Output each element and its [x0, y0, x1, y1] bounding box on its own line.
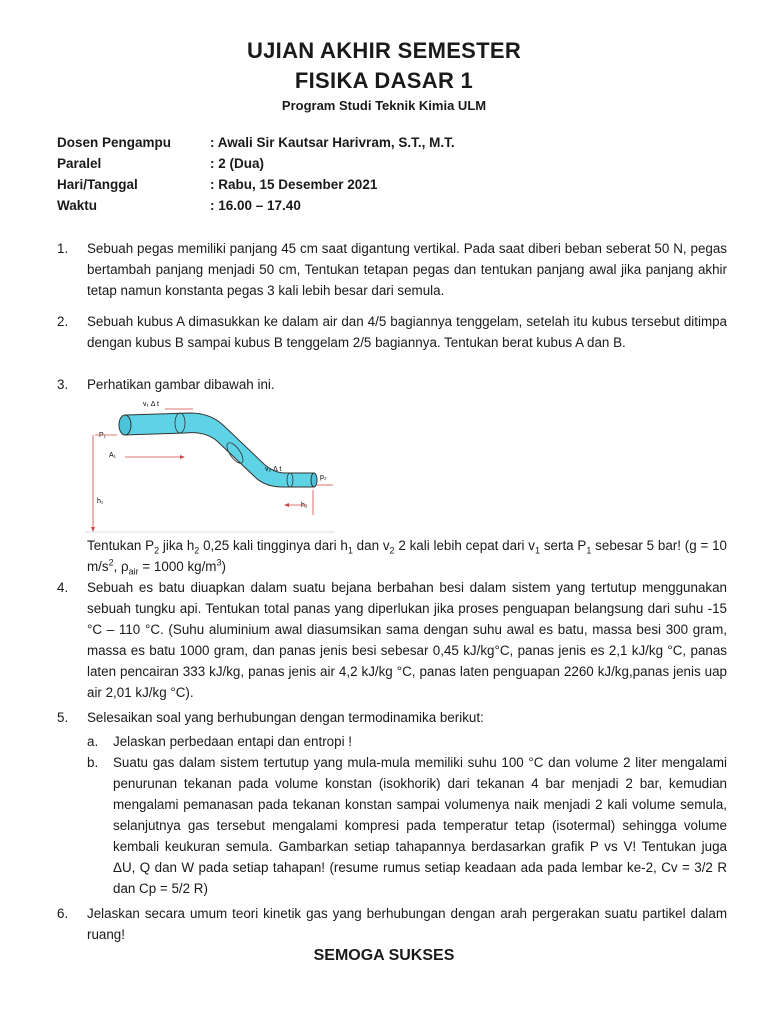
pipe-outlet	[311, 473, 317, 487]
question-5-text: Selesaikan soal yang berhubungan dengan termodinamika berikut:	[87, 710, 484, 725]
label-v1: v₁ Δ t	[143, 401, 159, 408]
label-p2: p₂	[320, 474, 327, 481]
closing-message: SEMOGA SUKSES	[313, 947, 455, 964]
info-row-lecturer	[57, 135, 455, 156]
text-segment: sebesar 5 bar! (g = 10 m/s	[87, 538, 728, 574]
subquestion-number: a.	[87, 734, 99, 749]
exam-info	[57, 135, 455, 219]
pipe-flow-figure	[85, 395, 345, 535]
info-key: Hari/Tanggal	[57, 177, 138, 192]
question-3-task	[87, 535, 727, 577]
label-p1: P₁	[99, 432, 107, 439]
a1-arrow-head	[180, 455, 185, 459]
question-6-text: Jelaskan secara umum teori kinetik gas yang berhubungan dengan arah pergerakan suatu partikel dalam ruang!	[87, 906, 727, 942]
question-number: 2.	[57, 314, 69, 329]
subscript: 1	[347, 545, 353, 556]
info-value: : Awali Sir Kautsar Harivram, S.T., M.T.	[210, 135, 455, 150]
info-row-date	[57, 177, 455, 198]
text-segment: 0,25 kali tingginya dari h	[199, 538, 348, 553]
question-4-text: Sebuah es batu diuapkan dalam suatu bejana berbahan besi dalam sistem yang tertutup menggunakan sebuah tungku api. Tentukan total panas yang diperlukan jika proses penguapan belangsung dari suhu -15 °C – 110 °C. (Suhu aluminium awal diasumsikan sama dengan suhu awal es batu, massa besi 300 gram, massa es batu 1000 gram, dan panas jenis besi sebesar 0,45 kJ/kg°C, panas jenis es 2,1 kJ/kg °C, panas laten pencairan 333 kJ/kg, panas jenis air 4,2 kJ/kg °C, panas laten penguapan 2260 kJ/kg,panas jenis uap air 2,01 kJ/kg °C).	[87, 580, 727, 700]
question-5a-text: Jelaskan perbedaan entapi dan entropi !	[113, 734, 352, 749]
subscript: 2	[194, 545, 200, 556]
info-value: : 2 (Dua)	[210, 156, 264, 171]
subscript: 2	[389, 545, 395, 556]
text-segment: serta P	[540, 538, 587, 553]
text-segment: 2 kali lebih cepat dari v	[394, 538, 536, 553]
text-segment: , ρ	[113, 559, 129, 574]
text-segment: Tentukan P	[87, 538, 155, 553]
h1-arrow-head	[91, 527, 95, 532]
question-number: 3.	[57, 377, 69, 392]
info-key: Waktu	[57, 198, 97, 213]
subscript: 1	[535, 545, 541, 556]
info-row-parallel	[57, 156, 455, 177]
program-name: Program Studi Teknik Kimia ULM	[281, 98, 487, 113]
subscript: air	[128, 566, 139, 577]
question-3-text: Perhatikan gambar dibawah ini.	[87, 377, 275, 392]
v2-arrow-head	[284, 503, 289, 507]
text-segment: = 1000 kg/m	[138, 559, 217, 574]
superscript: 2	[108, 557, 114, 568]
text-segment: jika h	[159, 538, 195, 553]
superscript: 3	[216, 557, 222, 568]
label-a1: A₁	[109, 452, 117, 459]
subquestion-number: b.	[87, 755, 99, 770]
question-2-text: Sebuah kubus A dimasukkan ke dalam air dan 4/5 bagiannya tenggelam, setelah itu kubus tersebut ditimpa dengan kubus B sampai kubus B tenggelam 2/5 bagiannya. Tentukan berat kubus A dan B.	[87, 314, 727, 350]
info-key: Dosen Pengampu	[57, 135, 172, 150]
pipe-body	[125, 413, 313, 487]
question-number: 4.	[57, 580, 69, 595]
pipe-inlet	[119, 415, 131, 435]
exam-title: UJIAN AKHIR SEMESTER	[246, 38, 522, 63]
label-v2: v₂ Δ t	[265, 466, 282, 473]
text-segment: dan v	[352, 538, 390, 553]
course-title: FISIKA DASAR 1	[294, 68, 474, 93]
info-key: Paralel	[57, 156, 102, 171]
label-h2: h₂	[301, 502, 308, 509]
question-number: 1.	[57, 241, 69, 256]
question-number: 5.	[57, 710, 69, 725]
text-segment: )	[221, 559, 226, 574]
label-h1: h₁	[97, 498, 104, 505]
question-number: 6.	[57, 906, 69, 921]
subscript: 2	[154, 545, 160, 556]
info-value: : Rabu, 15 Desember 2021	[210, 177, 378, 192]
info-row-time	[57, 198, 455, 219]
subscript: 1	[586, 545, 592, 556]
info-value: : 16.00 – 17.40	[210, 198, 301, 213]
question-1-text: Sebuah pegas memiliki panjang 45 cm saat digantung vertikal. Pada saat diberi beban seberat 50 N, pegas bertambah panjang menjadi 50 cm, Tentukan tetapan pegas dan tentukan panjang awal jika panjang akhir tetap namun konstanta pegas 3 kali lebih besar dari semula.	[87, 241, 727, 298]
question-5b-text: Suatu gas dalam sistem tertutup yang mula-mula memiliki suhu 100 °C dan volume 2 liter mengalami penurunan tekanan pada volume konstan (isokhorik) dari tekanan 4 bar menjadi 2 bar, kemudian mengalami pemanasan pada tekanan konstan sampai volumenya naik menjadi 2 kali volume semula, selanjutnya gas tersebut mengalami kompresi pada temperatur tetap (isotermal) sehingga volume kembali keukuran semula. Gambarkan setiap tahapannya berdasarkan grafik P vs V! Tentukan juga ΔU, Q dan W pada setiap tahapan! (resume rumus setiap keadaan ada pada lembar ke-2, Cv = 3/2 R dan Cp = 5/2 R)	[113, 755, 727, 896]
